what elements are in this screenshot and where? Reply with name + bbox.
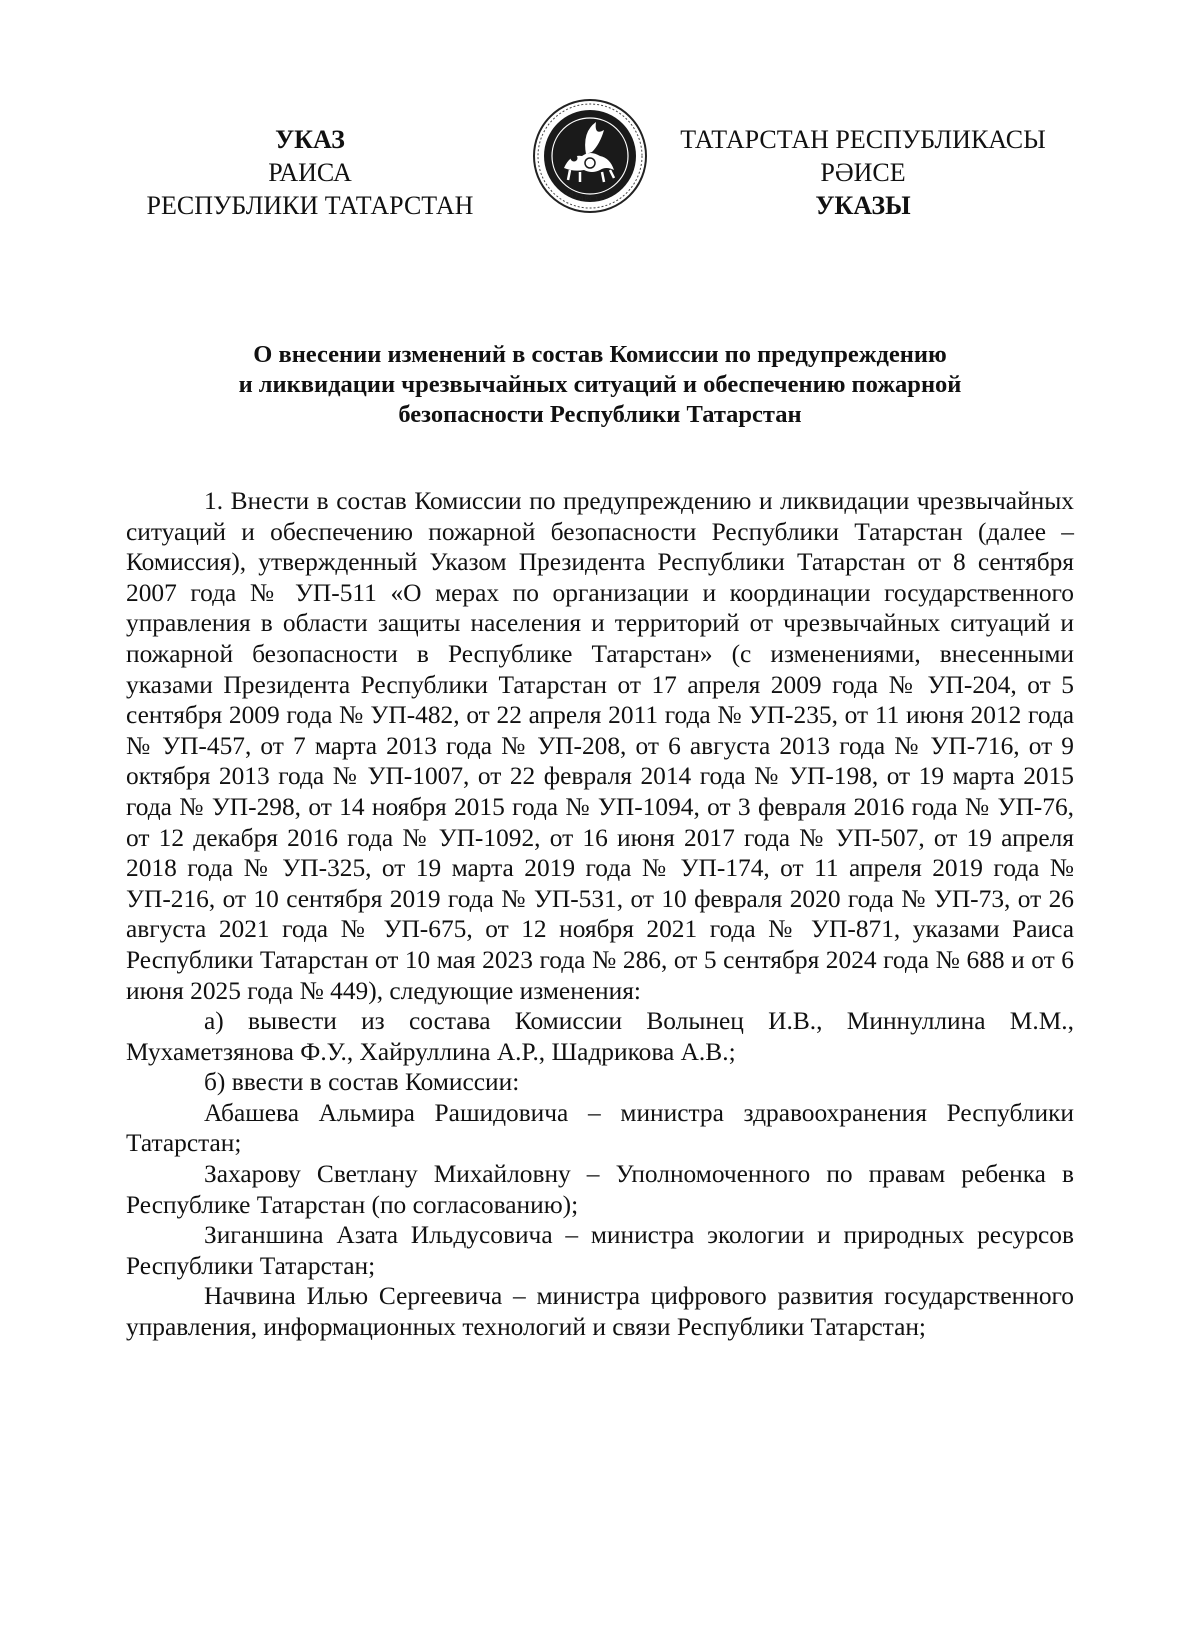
header-right-line1: ТАТАРСТАН РЕСПУБЛИКАСЫ	[680, 125, 1046, 154]
header-left-title: УКАЗ	[275, 125, 345, 154]
coat-of-arms-emblem	[530, 96, 650, 220]
header-right-block	[668, 123, 1058, 222]
decree-title-line2: и ликвидации чрезвычайных ситуаций и обеспечению пожарной	[238, 371, 962, 398]
emblem-icon	[530, 96, 650, 220]
decree-title-line3: безопасности Республики Татарстан	[398, 401, 802, 428]
header-right-line2: РӘИСЕ	[820, 158, 906, 187]
member-zakharova: Захарову Светлану Михайловну – Уполномоченного по правам ребенка в Республике Татарстан (по согласованию);	[126, 1160, 1074, 1219]
header-left-line2: РАИСА	[268, 158, 352, 187]
paragraph-a: а) вывести из состава Комиссии Волынец И.В., Миннуллина М.М., Мухаметзянова Ф.У., Хайруллина А.Р., Шадрикова А.В.;	[126, 1007, 1074, 1066]
emblem-ring-text: ТАТАРСТАН	[562, 187, 613, 204]
decree-title-line1: О внесении изменений в состав Комиссии по предупреждению	[253, 341, 947, 368]
header-left-line3: РЕСПУБЛИКИ ТАТАРСТАН	[146, 191, 474, 220]
paragraph-1: 1. Внести в состав Комиссии по предупреждению и ликвидации чрезвычайных ситуаций и обеспечению пожарной безопасности Республики Татарстан (далее – Комиссия), утвержденный Указом Президента Республики Татарстан от 8 сентября 2007 года № УП-511 «О мерах по организации и координации государственного управления в области защиты населения и территорий от чрезвычайных ситуаций и пожарной безопасности в Республике Татарстан» (с изменениями, внесенными указами Президента Республики Татарстан от 17 апреля 2009 года № УП-204, от 5 сентября 2009 года № УП-482, от 22 апреля 2011 года № УП-235, от 11 июня 2012 года № УП-457, от 7 марта 2013 года № УП-208, от 6 августа 2013 года № УП-716, от 9 октября 2013 года № УП-1007, от 22 февраля 2014 года № УП-198, от 19 марта 2015 года № УП-298, от 14 ноября 2015 года № УП-1094, от 3 февраля 2016 года № УП-76, от 12 декабря 2016 года № УП-1092, от 16 июня 2017 года № УП-507, от 19 апреля 2018 года № УП-325, от 19 марта 2019 года № УП-174, от 11 апреля 2019 года № УП-216, от 10 сентября 2019 года № УП-531, от 10 февраля 2020 года № УП-73, от 26 августа 2021 года № УП-675, от 12 ноября 2021 года № УП-871, указами Раиса Республики Татарстан от 10 мая 2023 года № 286, от 5 сентября 2024 года № 688 и от 6 июня 2025 года № 449), следующие изменения:	[126, 487, 1074, 1005]
member-nachvin: Начвина Илью Сергеевича – министра цифрового развития государственного управления, информационных технологий и связи Республики Татарстан;	[126, 1282, 1074, 1342]
header-right-title: УКАЗЫ	[815, 191, 911, 220]
paragraph-b: б) ввести в состав Комиссии:	[204, 1068, 520, 1097]
decree-body	[126, 486, 1074, 1343]
member-abashev: Абашева Альмира Рашидовича – министра здравоохранения Республики Татарстан;	[126, 1098, 1074, 1158]
decree-title	[140, 340, 1060, 430]
header-left-block	[130, 123, 490, 222]
member-ziganshin: Зиганшина Азата Ильдусовича – министра экологии и природных ресурсов Республики Татарстан;	[126, 1221, 1074, 1280]
